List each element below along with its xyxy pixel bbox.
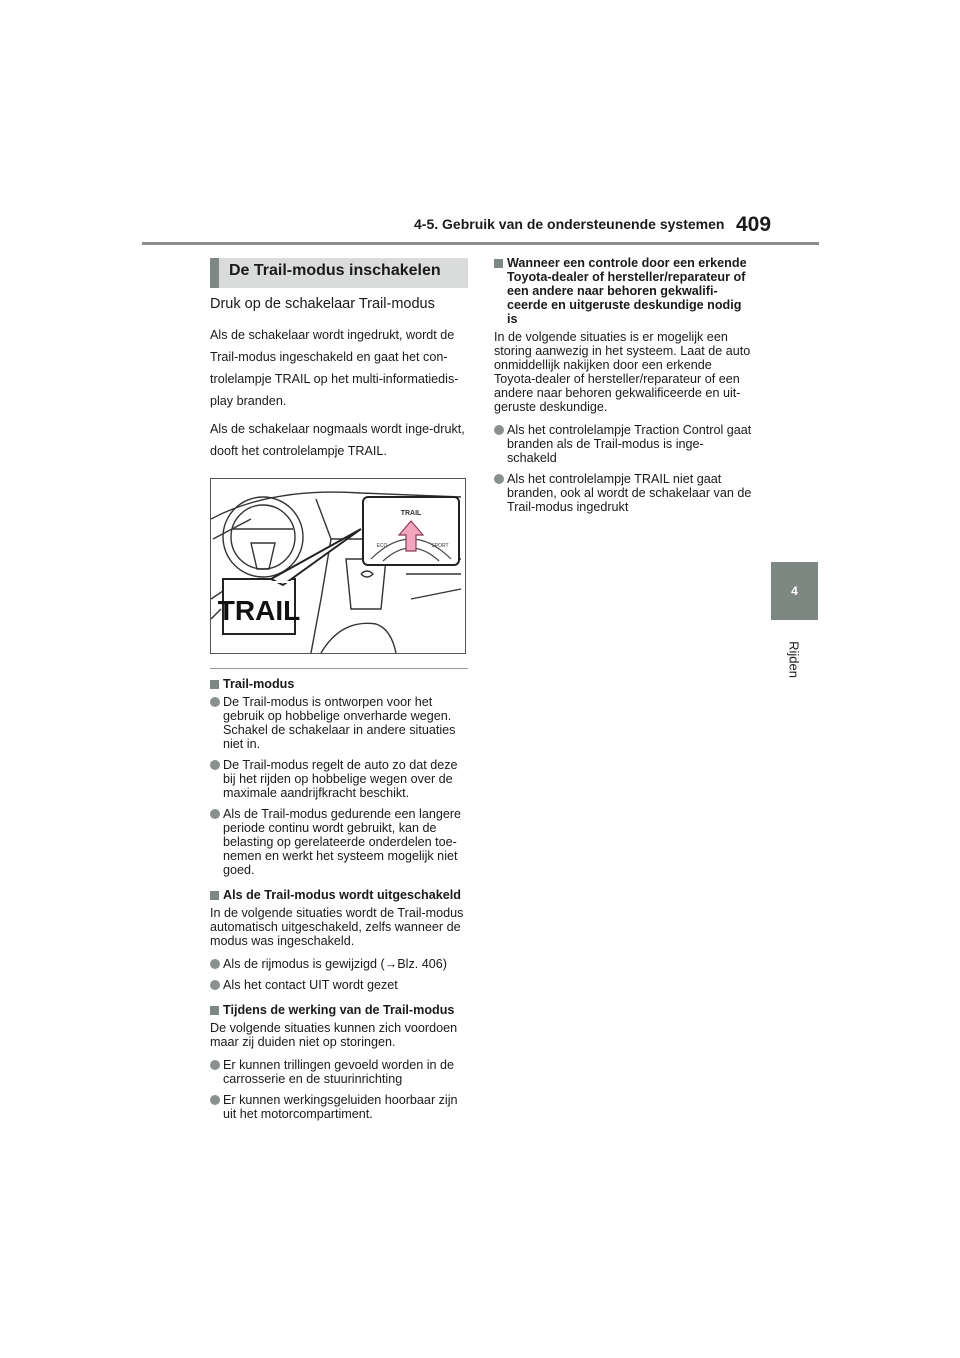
during-text: De volgende situaties kunnen zich voordoen maar zij duiden niet op storingen. — [210, 1021, 458, 1049]
square-bullet-icon — [210, 1006, 219, 1015]
round-bullet-icon — [210, 809, 220, 819]
left-column — [210, 296, 468, 1128]
page-number: 409 — [736, 213, 772, 236]
round-bullet-icon — [494, 474, 504, 484]
right-column — [494, 256, 752, 521]
round-bullet-icon — [210, 1095, 220, 1105]
header-rule — [142, 242, 819, 245]
round-bullet-icon — [210, 959, 220, 969]
dashboard-illustration — [210, 478, 466, 654]
square-bullet-icon — [210, 891, 219, 900]
list-item: De Trail-modus regelt de auto zo dat deze bij het rijden op hobbelige wegen over de maximale aandrijfkracht beschikt. — [210, 758, 468, 800]
auto-off-text: In de volgende situaties wordt de Trail-modus automatisch uitgeschakeld, zelfs wanneer de modus was ingeschakeld. — [210, 906, 464, 948]
figure-divider — [210, 668, 468, 669]
chapter-tab-number: 4 — [791, 584, 798, 598]
list-item: Als de Trail-modus gedurende een langere periode continu wordt gebruikt, kan de belasting op gerelateerde onderdelen toe-nemen en werkt het systeem mogelijk niet goed. — [210, 807, 468, 877]
list-item: De Trail-modus is ontworpen voor het gebruik op hobbelige onverharde wegen. Schakel de schakelaar in andere situaties niet in. — [210, 695, 468, 751]
during-heading: Tijdens de werking van de Trail-modus — [210, 1003, 468, 1017]
section-title: De Trail-modus inschakelen — [229, 262, 441, 279]
list-item: Als het controlelampje Traction Control gaat branden als de Trail-modus is inge-schakeld — [494, 423, 752, 465]
callout-trail-label: TRAIL — [217, 595, 301, 626]
dashboard-drawing — [211, 479, 465, 653]
switch-trail-label: TRAIL — [400, 510, 422, 517]
trail-mode-heading: Trail-modus — [210, 677, 468, 691]
list-item: Als de rijmodus is gewijzigd (→Blz. 406) — [210, 957, 468, 971]
round-bullet-icon — [210, 980, 220, 990]
section-heading-box — [210, 258, 468, 288]
square-bullet-icon — [494, 259, 503, 268]
list-item: Als het contact UIT wordt gezet — [210, 978, 468, 992]
chapter-tab[interactable] — [771, 562, 818, 620]
chapter-header: 4-5. Gebruik van de ondersteunende systemen — [414, 216, 725, 232]
square-bullet-icon — [210, 680, 219, 689]
round-bullet-icon — [494, 425, 504, 435]
intro-paragraph-2: Als de schakelaar nogmaals wordt inge-drukt, dooft het controlelampje TRAIL. — [210, 422, 465, 458]
round-bullet-icon — [210, 760, 220, 770]
switch-eco-label: ECO — [376, 543, 388, 549]
inspection-text: In de volgende situaties is er mogelijk een storing aanwezig in het systeem. Laat de auto onmiddellijk nakijken door een erkende Toyota-dealer of hersteller/reparateur of een andere naar behoren gekwalificeerde en uit-geruste deskundige. — [494, 330, 751, 414]
chapter-tab-label: Rijden — [786, 641, 802, 678]
round-bullet-icon — [210, 1060, 220, 1070]
inspection-heading: Wanneer een controle door een erkende Toyota-dealer of hersteller/reparateur of een andere naar behoren gekwalifi-ceerde en uitgeruste deskundige nodig is — [494, 256, 752, 326]
intro-lead: Druk op de schakelaar Trail-modus — [210, 296, 435, 312]
list-item: Er kunnen werkingsgeluiden hoorbaar zijn uit het motorcompartiment. — [210, 1093, 468, 1121]
switch-sport-label: SPORT — [431, 543, 449, 549]
list-item: Als het controlelampje TRAIL niet gaat branden, ook al wordt de schakelaar van de Trail-modus ingedrukt — [494, 472, 752, 514]
auto-off-heading: Als de Trail-modus wordt uitgeschakeld — [210, 888, 468, 902]
intro-paragraph-1: Als de schakelaar wordt ingedrukt, wordt de Trail-modus ingeschakeld en gaat het con-trolelampje TRAIL op het multi-informatiedis-play branden. — [210, 328, 459, 408]
round-bullet-icon — [210, 697, 220, 707]
list-item: Er kunnen trillingen gevoeld worden in de carrosserie en de stuurinrichting — [210, 1058, 468, 1086]
